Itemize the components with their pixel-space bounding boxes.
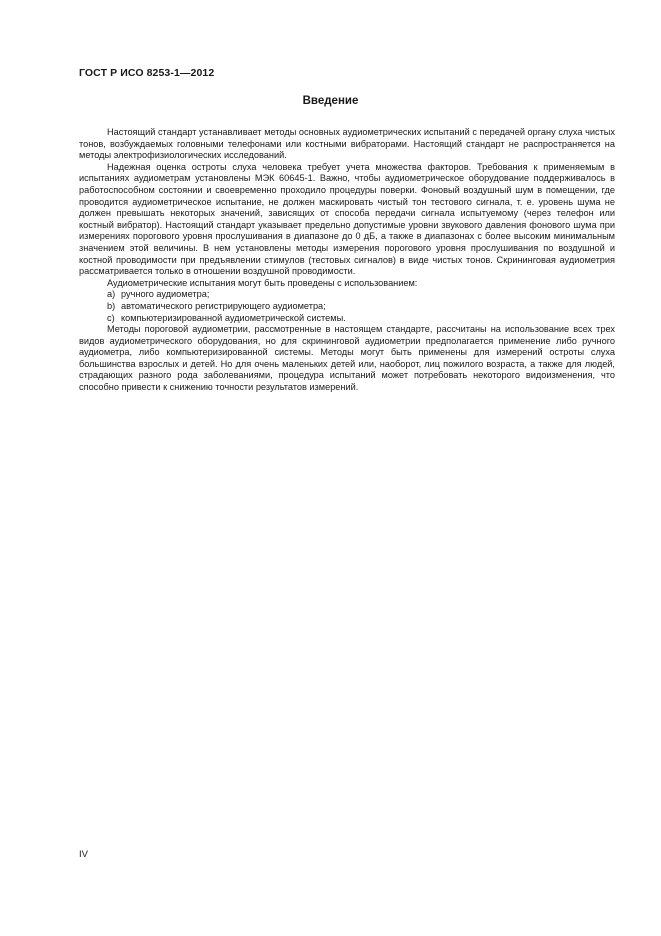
list-item-text: ручного аудиометра; [121,289,210,300]
document-header: ГОСТ Р ИСО 8253-1—2012 [79,67,215,79]
list-item [79,313,615,325]
paragraph-factors: Надежная оценка остроты слуха человека требует учета множества факторов. Требования к применяемым в испытаниях аудиометрам установлены МЭК 60645-1. Важно, чтобы аудиометрическое оборудование поддерживалось в работоспособном состоянии и своевременно проходило процедуры поверки. Фоновый воздушный шум в помещении, где проводится аудиометрическое испытание, не должен маскировать чистый тон тестового сигнала, т. е. уровень шума не должен превышать некоторых значений, зависящих от способа передачи сигнала испытуемому (через телефон или костный вибратор). Настоящий стандарт указывает предельно допустимые уровни звукового давления фонового шума при измерениях порогового уровня прослушивания в диапазоне до 0 дБ, а также в диапазонах с более высоким минимальным значением этой величины. В нем установлены методы измерения порогового уровня прослушивания по воздушной и костной проводимости при предъявлении стимулов (тестовых сигналов) в виде чистых тонов. Скрининговая аудиометрия рассматривается только в отношении воздушной проводимости. [79,161,615,277]
list-marker: с) [107,312,115,323]
body-text [79,127,615,394]
list-item-text: компьютеризированной аудиометрической системы. [121,312,346,323]
list-item-text: автоматического регистрирующего аудиометра; [121,300,326,311]
paragraph-list-intro: Аудиометрические испытания могут быть проведены с использованием: [107,277,418,288]
list-marker: b) [107,300,116,311]
list-item [79,289,615,301]
section-title: Введение [302,95,359,107]
paragraph-methods: Методы пороговой аудиометрии, рассмотренные в настоящем стандарте, рассчитаны на использование всех трех видов аудиометрического оборудования, но для скрининговой аудиометрии предполагается применение либо ручного аудиометра, либо компьютеризированной системы. Методы могут быть применены для измерений остроты слуха большинства взрослых и детей. Но для очень маленьких детей или, наоборот, лиц пожилого возраста, а также для людей, страдающих разного рода заболеваниями, процедура испытаний может потребовать некоторого видоизменения, что способно привести к снижению точности результатов измерений. [79,324,615,393]
list-item [79,301,615,313]
paragraph-scope: Настоящий стандарт устанавливает методы основных аудиометрических испытаний с передачей органу слуха чистых тонов, возбуждаемых головными телефонами или костными вибраторами. Настоящий стандарт не распространяется на методы электрофизиологических исследований. [79,127,615,161]
page-number: IV [79,849,88,860]
list-marker: а) [107,289,116,300]
